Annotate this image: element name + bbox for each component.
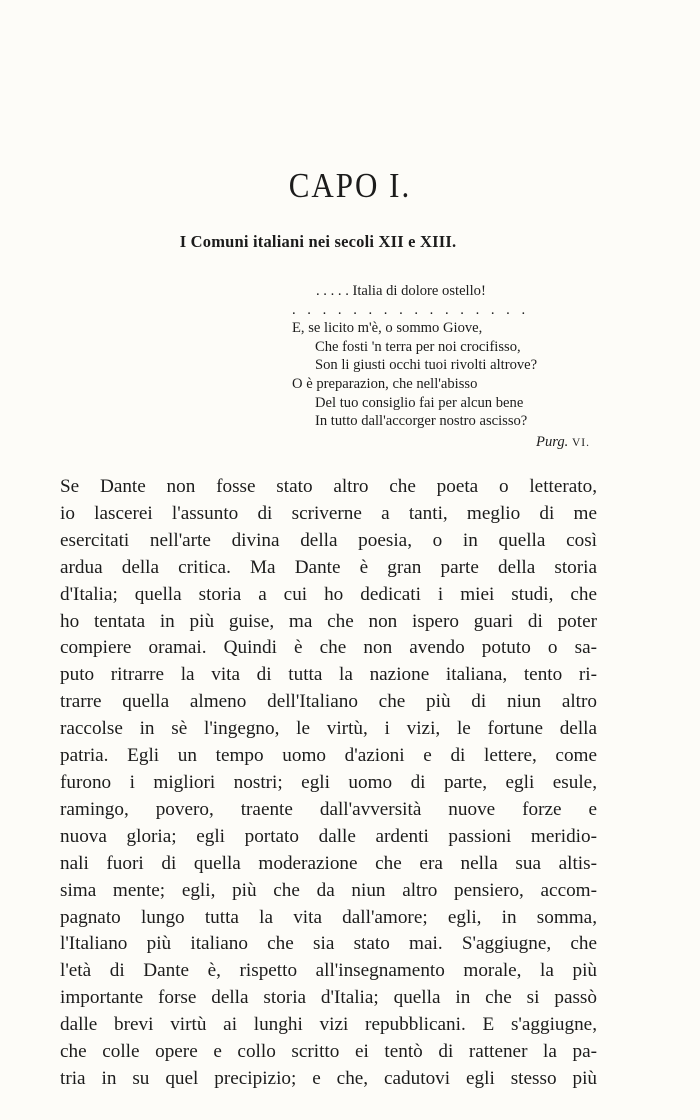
epigraph-source-canto: VI. — [571, 436, 590, 449]
body-line: furono i migliori nostri; egli uomo di parte, egli esule, — [60, 771, 597, 793]
body-line: l'Italiano più italiano che sia stato mai. S'aggiugne, che — [60, 933, 597, 955]
chapter-title: CAPO I. — [288, 165, 412, 206]
epigraph — [292, 282, 612, 452]
chapter-subtitle: I Comuni italiani nei secoli XII e XIII. — [179, 232, 457, 251]
body-line: pagnato lungo tutta la vita dall'amore; egli, in somma, — [60, 906, 597, 928]
body-line: sima mente; egli, più che da niun altro pensiero, accom- — [60, 879, 597, 901]
body-line: io lascerei l'assunto di scriverne a tanti, meglio di me — [60, 502, 597, 524]
epigraph-line: Che fosti 'n terra per noi crocifisso, — [315, 338, 521, 355]
epigraph-line: . . . . . Italia di dolore ostello! — [316, 283, 486, 299]
epigraph-line: Son li giusti occhi tuoi rivolti altrove? — [315, 357, 538, 374]
epigraph-line: Del tuo consiglio fai per alcun bene — [315, 394, 524, 411]
body-line: raccolse in sè l'ingegno, le virtù, i vizi, le fortune della — [60, 718, 597, 740]
epigraph-source — [292, 433, 612, 453]
body-line: Se Dante non fosse stato altro che poeta o letterato, — [60, 476, 597, 497]
epigraph-line: O è preparazion, che nell'abisso — [292, 375, 478, 392]
body-line: ramingo, povero, traente dall'avversità nuove forze e — [60, 798, 597, 820]
body-line: dalle brevi virtù ai lunghi vizi repubblicani. E s'aggiugne, — [60, 1014, 597, 1036]
body-line: puto ritrarre la vita di tutta la nazione italiana, tento ri- — [60, 664, 597, 686]
body-line: nali fuori di quella moderazione che era nella sua altis- — [60, 852, 597, 874]
body-line: ho tentata in più guise, ma che non ispero guari di poter — [60, 610, 597, 632]
body-line: l'età di Dante è, rispetto all'insegnamento morale, la più — [60, 960, 597, 982]
body-line: importante forse della storia d'Italia; quella in che si passò — [60, 987, 597, 1009]
body-line: d'Italia; quella storia a cui ho dedicati i miei studi, che — [60, 583, 597, 605]
epigraph-line: E, se licito m'è, o sommo Giove, — [292, 320, 483, 337]
body-line: esercitati nell'arte divina della poesia, o in quella così — [60, 529, 597, 551]
body-line: trarre quella almeno dell'Italiano che più di niun altro — [60, 691, 597, 713]
body-text — [60, 474, 597, 1093]
epigraph-line: In tutto dall'accorger nostro ascisso? — [315, 413, 528, 430]
body-line: ardua della critica. Ma Dante è gran parte della storia — [60, 556, 597, 578]
epigraph-source-work: Purg. — [536, 433, 569, 450]
body-line: patria. Egli un tempo uomo d'azioni e di lettere, come — [60, 745, 597, 767]
body-line: che colle opere e collo scritto ei tentò di rattener la pa- — [60, 1041, 597, 1063]
epigraph-ellipsis-line: . . . . . . . . . . . . . . . . — [292, 301, 530, 318]
body-line: nuova gloria; egli portato dalle ardenti passioni meridio- — [60, 825, 597, 847]
body-line: tria in su quel precipizio; e che, cadutovi egli stesso più — [60, 1067, 597, 1089]
body-line: compiere oramai. Quindi è che non avendo potuto o sa- — [60, 637, 597, 659]
